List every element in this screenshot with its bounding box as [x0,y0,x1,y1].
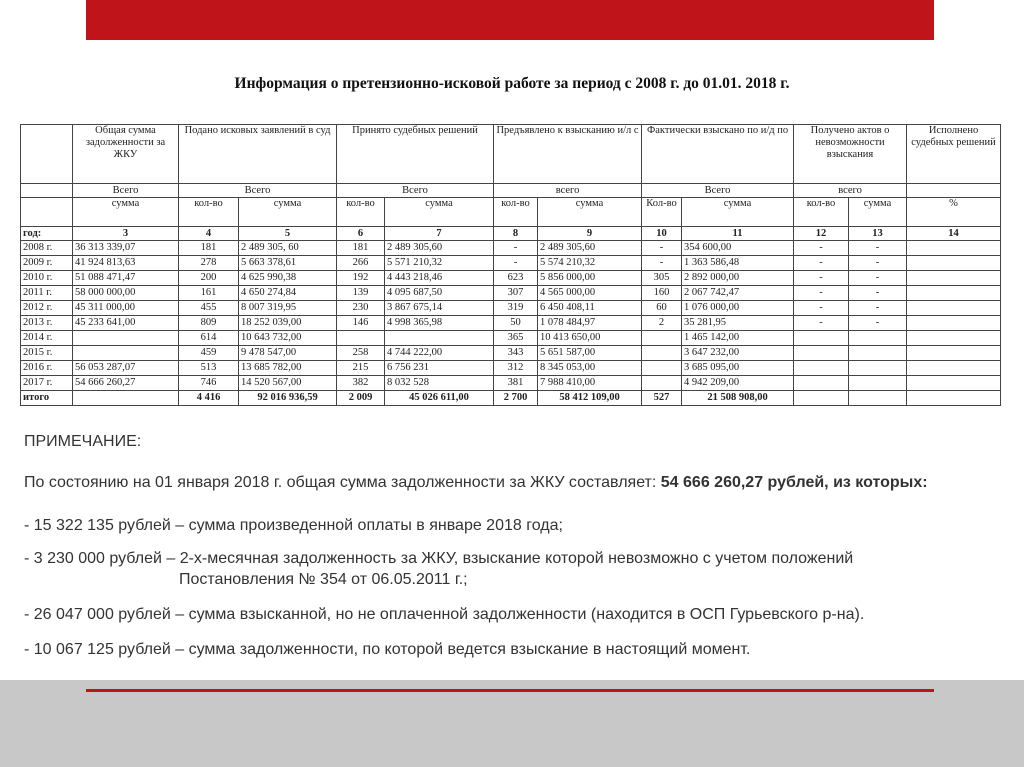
table-cell [73,331,179,346]
table-cell: 161 [179,286,239,301]
table-cell: 5 574 210,32 [538,256,642,271]
table-cell: 3 647 232,00 [682,346,794,361]
document-title: Информация о претензионно-исковой работе за период с 2008 г. до 01.01. 2018 г. [234,75,790,92]
table-cell: 1 465 142,00 [682,331,794,346]
table-cell: 1 363 586,48 [682,256,794,271]
year-cell: 2012 г. [21,301,73,316]
table-cell: 8 032 528 [385,376,494,391]
total-cell: 58 412 109,00 [538,391,642,406]
table-cell: - [642,256,682,271]
table-cell: 381 [494,376,538,391]
table-cell: 5 651 587,00 [538,346,642,361]
table-cell [794,331,849,346]
table-cell: 4 625 990,38 [239,271,337,286]
subheader-cell: кол-во [794,198,849,227]
total-cell: 4 416 [179,391,239,406]
subheader-cell: кол-во [494,198,538,227]
table-cell: - [794,301,849,316]
column-number-cell: 6 [337,227,385,241]
table-cell: 146 [337,316,385,331]
table-cell: 18 252 039,00 [239,316,337,331]
column-number-cell: 5 [239,227,337,241]
header-cell: Подано исковых заявлений в суд [179,125,337,184]
totals-label-cell: Всего [337,184,494,198]
table-row [21,256,1001,271]
column-number-cell: 8 [494,227,538,241]
header-cell: Исполнено судебных решений [907,125,1001,184]
notes-item-4: - 10 067 125 рублей – сумма задолженности, по которой ведется взыскание в настоящий момент. [24,641,751,658]
table-cell: 2 489 305,60 [538,241,642,256]
table-cell: 4 744 222,00 [385,346,494,361]
table-cell: 809 [179,316,239,331]
table-cell: 307 [494,286,538,301]
red-banner [86,0,934,40]
table-cell: 192 [337,271,385,286]
header-cell [21,125,73,184]
column-number-cell: 9 [538,227,642,241]
year-cell: 2008 г. [21,241,73,256]
table-cell: 2 067 742,47 [682,286,794,301]
table-cell [642,331,682,346]
table-cell: 354 600,00 [682,241,794,256]
table-cell [849,376,907,391]
table-cell [907,256,1001,271]
table-cell: 54 666 260,27 [73,376,179,391]
table-row [21,271,1001,286]
table-row [21,241,1001,256]
header-cell: Предъявлено к взысканию и/л с [494,125,642,184]
table-cell: 4 443 218,46 [385,271,494,286]
table-row [21,316,1001,331]
total-cell: 21 508 908,00 [682,391,794,406]
total-cell [849,391,907,406]
table-row [21,286,1001,301]
table-cell: 7 988 410,00 [538,376,642,391]
table-cell [907,331,1001,346]
subheader-cell: сумма [682,198,794,227]
column-number-cell: 13 [849,227,907,241]
table-cell: - [494,241,538,256]
table-cell: 36 313 339,07 [73,241,179,256]
table-cell: - [794,271,849,286]
table-cell: 4 650 274,84 [239,286,337,301]
table-cell [907,346,1001,361]
table-row [21,376,1001,391]
column-number-cell: 12 [794,227,849,241]
table-cell [849,361,907,376]
header-cell: Принято судебных решений [337,125,494,184]
year-cell: 2017 г. [21,376,73,391]
table-cell: - [794,316,849,331]
table-cell: 181 [337,241,385,256]
year-cell: 2015 г. [21,346,73,361]
total-label-cell: итого [21,391,73,406]
column-number-cell: 3 [73,227,179,241]
totals-label-row [21,184,1001,198]
table-cell: 1 076 000,00 [682,301,794,316]
column-number-cell: 11 [682,227,794,241]
table-cell: 3 685 095,00 [682,361,794,376]
table-cell: - [849,271,907,286]
claims-table-wrapper [20,124,1000,406]
totals-label-cell [21,184,73,198]
table-cell [73,346,179,361]
table-cell: 614 [179,331,239,346]
subheader-cell: сумма [538,198,642,227]
table-cell: 10 413 650,00 [538,331,642,346]
table-cell: 4 095 687,50 [385,286,494,301]
table-cell: 2 [642,316,682,331]
table-row [21,346,1001,361]
year-cell: 2009 г. [21,256,73,271]
notes-summary [24,474,928,492]
table-cell: - [794,286,849,301]
table-cell [907,271,1001,286]
table-cell: 41 924 813,63 [73,256,179,271]
notes-item-3: - 26 047 000 рублей – сумма взысканной, но не оплаченной задолженности (находится в ОСП Гурьевского р-на). [24,606,865,623]
table-row [21,331,1001,346]
table-cell: 200 [179,271,239,286]
total-cell: 45 026 611,00 [385,391,494,406]
table-cell: 5 663 378,61 [239,256,337,271]
table-cell: 35 281,95 [682,316,794,331]
totals-label-cell: Всего [73,184,179,198]
table-cell [794,346,849,361]
notes-summary-amount: 54 666 260,27 рублей, из которых: [660,474,928,491]
table-cell: 14 520 567,00 [239,376,337,391]
year-cell: 2014 г. [21,331,73,346]
table-cell [642,376,682,391]
table-cell [849,346,907,361]
total-cell [907,391,1001,406]
table-cell: 746 [179,376,239,391]
table-cell: - [849,256,907,271]
table-cell: 319 [494,301,538,316]
column-number-cell: 7 [385,227,494,241]
notes-item-2-line-1: - 3 230 000 рублей – 2-х-месячная задолженность за ЖКУ, взыскание которой невозможно с учетом положений [24,550,854,567]
year-cell: 2016 г. [21,361,73,376]
table-cell: 56 053 287,07 [73,361,179,376]
table-cell: - [794,241,849,256]
table-cell: 5 856 000,00 [538,271,642,286]
column-number-cell: год: [21,227,73,241]
notes-item-1: - 15 322 135 рублей – сумма произведенной оплаты в январе 2018 года; [24,517,563,534]
table-cell: 45 233 641,00 [73,316,179,331]
table-cell: 8 007 319,95 [239,301,337,316]
table-cell [642,361,682,376]
table-cell: 4 565 000,00 [538,286,642,301]
table-cell: 51 088 471,47 [73,271,179,286]
table-cell: 459 [179,346,239,361]
totals-label-cell: всего [494,184,642,198]
column-number-cell: 10 [642,227,682,241]
table-cell: - [794,256,849,271]
header-cell: Общая сумма задолженности за ЖКУ [73,125,179,184]
table-cell: 312 [494,361,538,376]
table-cell: 343 [494,346,538,361]
total-cell [794,391,849,406]
subheader-cell: сумма [385,198,494,227]
total-cell: 2 009 [337,391,385,406]
table-cell: 13 685 782,00 [239,361,337,376]
table-cell: 215 [337,361,385,376]
table-cell: - [849,241,907,256]
total-cell: 2 700 [494,391,538,406]
notes-item-2-line-2: Постановления № 354 от 06.05.2011 г.; [179,571,468,588]
table-cell [907,361,1001,376]
table-cell: - [849,286,907,301]
table-cell: 513 [179,361,239,376]
year-cell: 2011 г. [21,286,73,301]
table-cell [907,241,1001,256]
table-cell: 3 867 675,14 [385,301,494,316]
claims-table [20,124,1001,406]
table-cell: - [642,241,682,256]
table-cell: 160 [642,286,682,301]
table-cell [642,346,682,361]
table-cell: 6 450 408,11 [538,301,642,316]
table-cell [337,331,385,346]
subheader-cell [21,198,73,227]
table-cell: 1 078 484,97 [538,316,642,331]
table-cell: 9 478 547,00 [239,346,337,361]
notes-heading: ПРИМЕЧАНИЕ: [24,433,142,450]
bottom-red-line [86,689,934,692]
notes-summary-text: По состоянию на 01 января 2018 г. общая сумма задолженности за ЖКУ составляет: [24,474,661,491]
table-cell: 382 [337,376,385,391]
table-cell: 139 [337,286,385,301]
table-row [21,361,1001,376]
total-cell: 92 016 936,59 [239,391,337,406]
column-number-row [21,227,1001,241]
table-cell: 4 942 209,00 [682,376,794,391]
total-cell [73,391,179,406]
table-cell: 230 [337,301,385,316]
table-cell [794,376,849,391]
table-cell: - [849,301,907,316]
subheader-row [21,198,1001,227]
total-cell: 527 [642,391,682,406]
table-cell: 2 489 305,60 [385,241,494,256]
totals-label-cell: Всего [179,184,337,198]
table-cell: 258 [337,346,385,361]
table-cell: 2 489 305, 60 [239,241,337,256]
table-cell: 365 [494,331,538,346]
table-cell [907,301,1001,316]
table-cell: 181 [179,241,239,256]
table-cell: 50 [494,316,538,331]
table-cell: 8 345 053,00 [538,361,642,376]
totals-label-cell: всего [794,184,907,198]
table-cell [849,331,907,346]
table-cell: 10 643 732,00 [239,331,337,346]
column-number-cell: 4 [179,227,239,241]
table-cell [794,361,849,376]
table-cell [907,286,1001,301]
table-cell: 60 [642,301,682,316]
table-cell [385,331,494,346]
subheader-cell: Кол-во [642,198,682,227]
totals-label-cell [907,184,1001,198]
table-cell [907,316,1001,331]
table-cell: 455 [179,301,239,316]
column-number-cell: 14 [907,227,1001,241]
subheader-cell: сумма [239,198,337,227]
table-cell: 4 998 365,98 [385,316,494,331]
table-cell: 45 311 000,00 [73,301,179,316]
header-cell: Получено актов о невозможности взыскания [794,125,907,184]
table-cell: 623 [494,271,538,286]
subheader-cell: сумма [73,198,179,227]
header-cell: Фактически взыскано по и/д по [642,125,794,184]
totals-label-cell: Всего [642,184,794,198]
table-cell: 266 [337,256,385,271]
table-cell: 6 756 231 [385,361,494,376]
year-cell: 2013 г. [21,316,73,331]
subheader-cell: % [907,198,1001,227]
table-cell: 278 [179,256,239,271]
table-cell: 5 571 210,32 [385,256,494,271]
table-cell [907,376,1001,391]
table-cell: 2 892 000,00 [682,271,794,286]
header-row [21,125,1001,184]
table-cell: - [494,256,538,271]
table-cell: 58 000 000,00 [73,286,179,301]
subheader-cell: кол-во [179,198,239,227]
table-row [21,301,1001,316]
year-cell: 2010 г. [21,271,73,286]
table-body [21,241,1001,391]
subheader-cell: сумма [849,198,907,227]
subheader-cell: кол-во [337,198,385,227]
table-cell: - [849,316,907,331]
table-cell: 305 [642,271,682,286]
total-row [21,391,1001,406]
